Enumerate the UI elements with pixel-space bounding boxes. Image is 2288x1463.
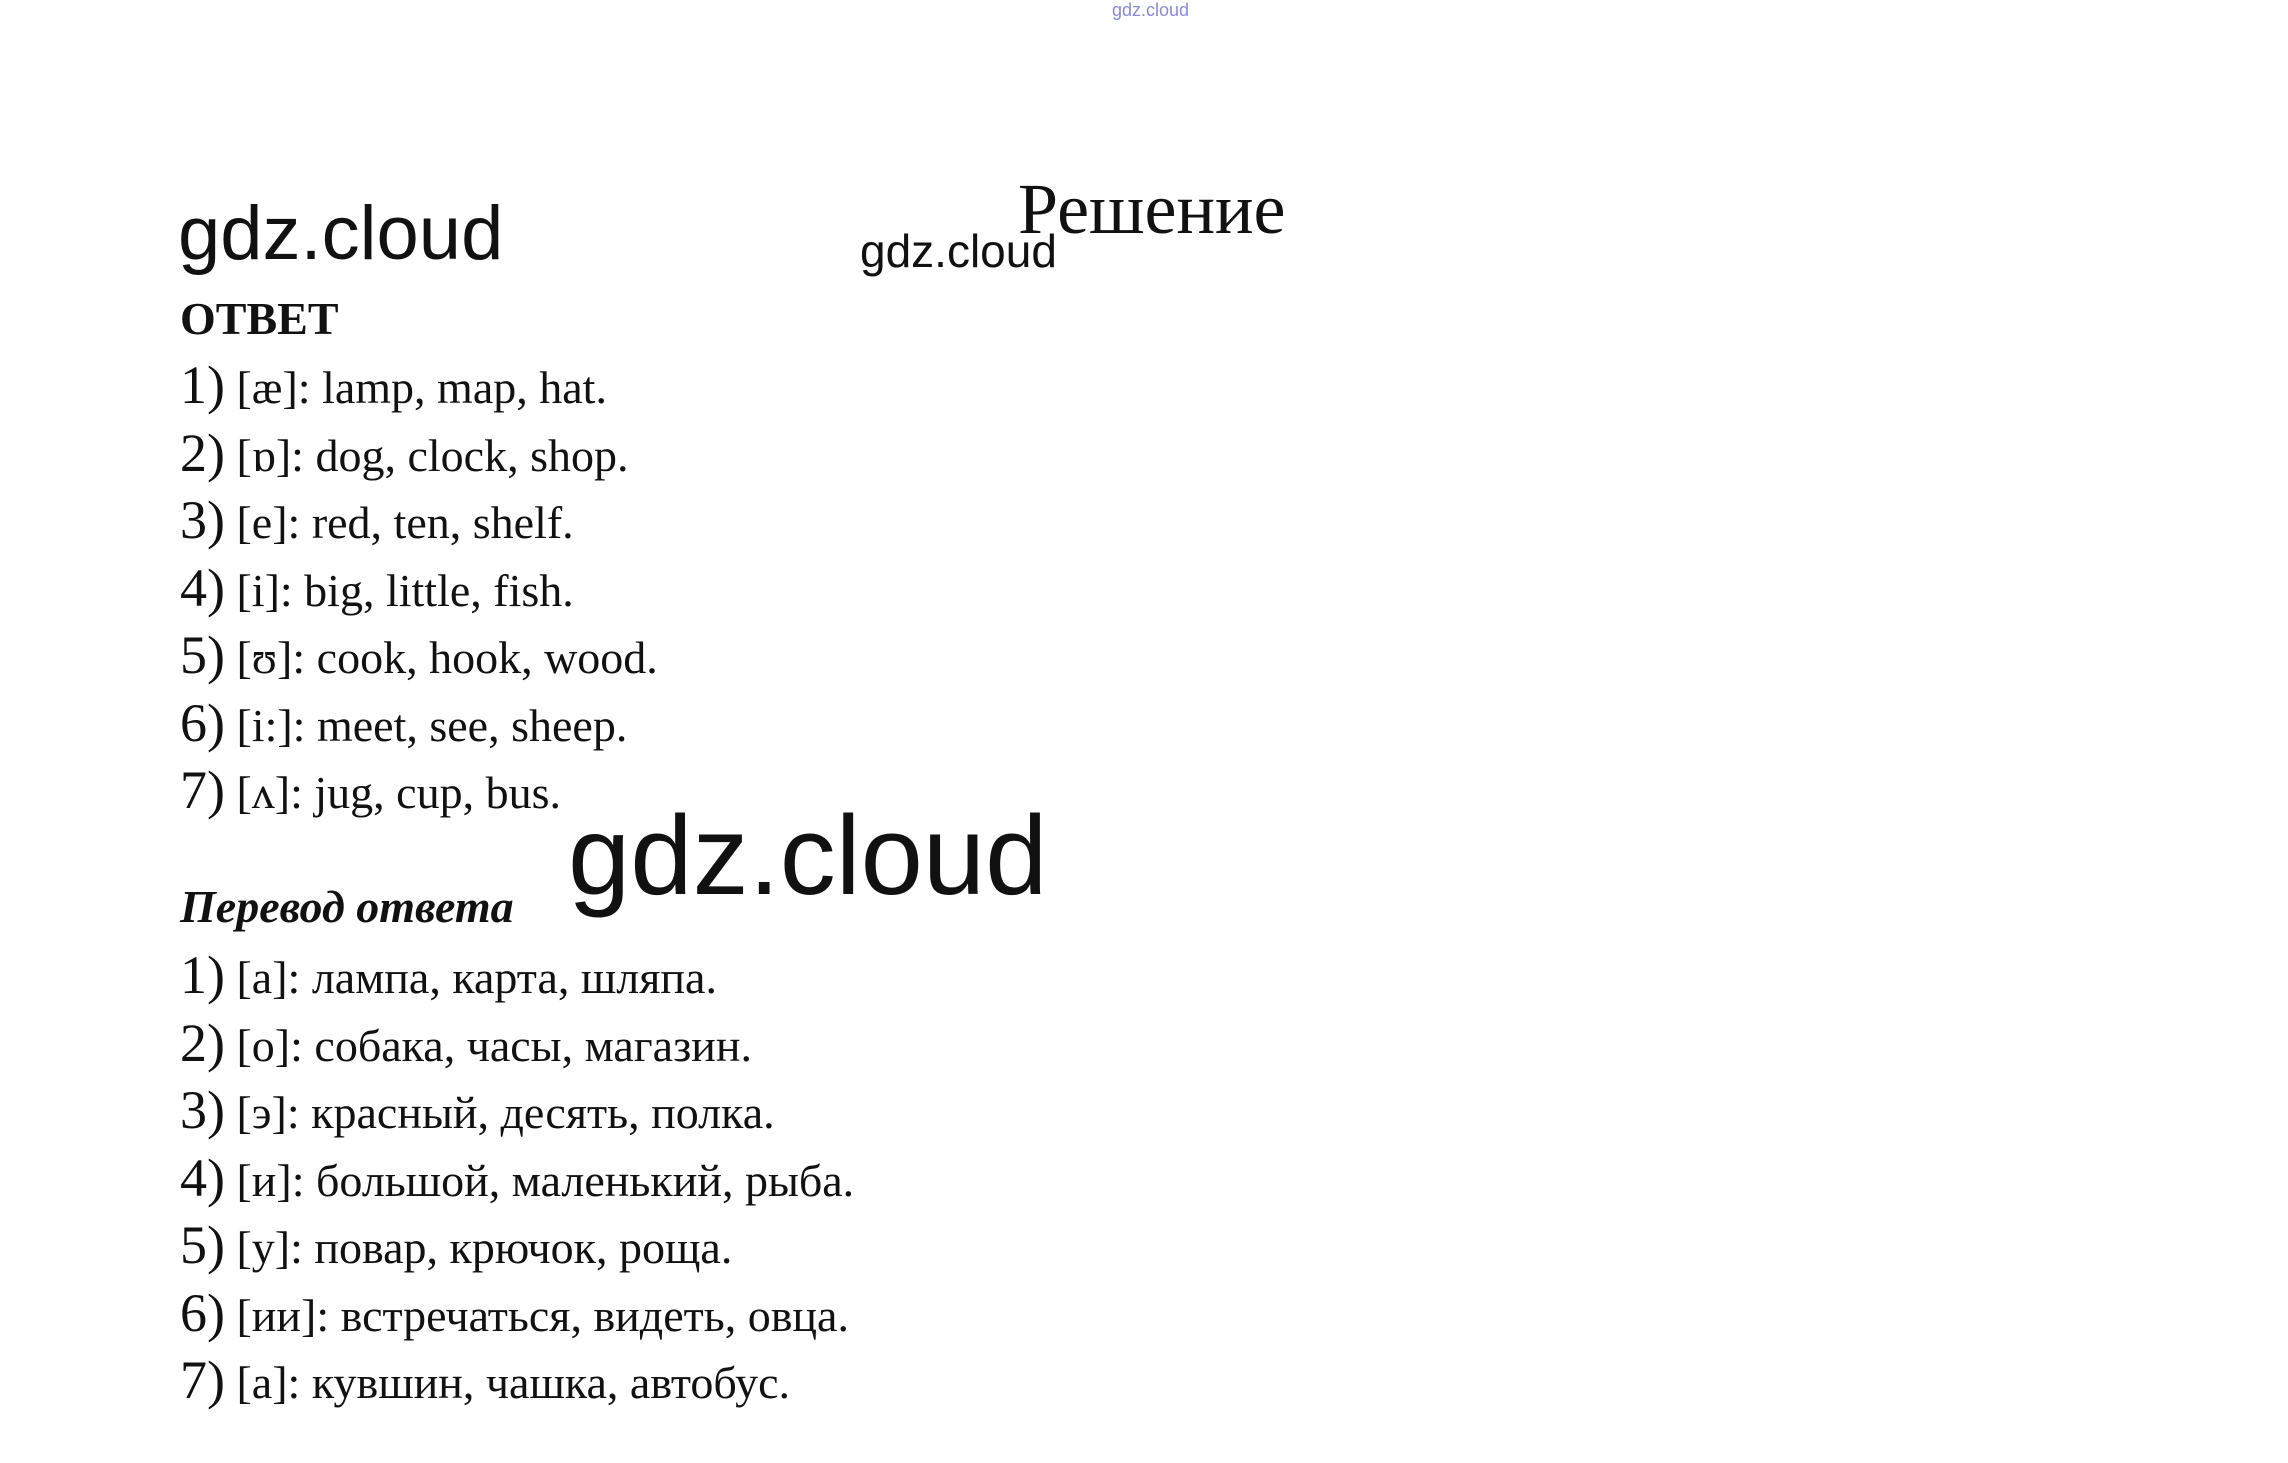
list-item xyxy=(180,622,658,690)
item-text: [а]: кувшин, чашка, автобус. xyxy=(224,1357,790,1408)
item-text: [æ]: lamp, map, hat. xyxy=(224,362,607,413)
watermark-big: gdz.cloud xyxy=(568,793,1048,918)
item-number: 6) xyxy=(180,1282,225,1343)
list-item xyxy=(180,690,658,758)
page-title: Решение xyxy=(1018,169,1286,249)
item-text: [ɒ]: dog, clock, shop. xyxy=(224,429,629,481)
item-text: [ʊ]: cook, hook, wood. xyxy=(224,632,658,683)
item-number: 1) xyxy=(180,945,225,1005)
item-text: [ии]: встречаться, видеть, овца. xyxy=(224,1289,849,1341)
item-number: 5) xyxy=(180,1215,225,1275)
list-item xyxy=(180,352,658,420)
item-number: 3) xyxy=(180,490,225,550)
item-number: 6) xyxy=(180,692,225,753)
item-number: 3) xyxy=(180,1080,225,1140)
item-text: [ʌ]: jug, cup, bus. xyxy=(224,767,561,818)
list-item xyxy=(180,1347,854,1415)
list-item xyxy=(180,1010,854,1078)
list-item xyxy=(180,555,658,623)
watermark-center: gdz.cloud xyxy=(860,225,1057,277)
item-text: [о]: собака, часы, магазин. xyxy=(224,1019,752,1071)
item-number: 1) xyxy=(180,355,225,415)
list-item xyxy=(180,1145,854,1213)
list-item xyxy=(180,420,658,488)
list-item xyxy=(180,1212,854,1280)
item-number: 7) xyxy=(180,760,225,820)
item-number: 2) xyxy=(180,422,225,483)
item-number: 5) xyxy=(180,625,225,685)
item-text: [у]: повар, крючок, роща. xyxy=(224,1222,733,1273)
translation-heading: Перевод ответа xyxy=(180,881,514,932)
list-item xyxy=(180,942,854,1010)
list-item xyxy=(180,1077,854,1145)
translation-list xyxy=(180,942,854,1415)
item-text: [i]: big, little, fish. xyxy=(224,564,574,616)
item-text: [а]: лампа, карта, шляпа. xyxy=(224,952,717,1003)
item-text: [и]: большой, маленький, рыба. xyxy=(224,1154,855,1206)
item-text: [e]: red, ten, shelf. xyxy=(224,497,574,548)
watermark-top: gdz.cloud xyxy=(1112,0,1190,20)
item-number: 7) xyxy=(180,1350,225,1410)
item-number: 2) xyxy=(180,1012,225,1073)
item-text: [э]: красный, десять, полка. xyxy=(224,1087,775,1138)
answer-heading: ОТВЕТ xyxy=(180,293,339,344)
item-number: 4) xyxy=(180,1147,225,1208)
list-item xyxy=(180,1280,854,1348)
list-item xyxy=(180,487,658,555)
watermark-left: gdz.cloud xyxy=(178,191,504,276)
item-text: [i:]: meet, see, sheep. xyxy=(224,699,628,751)
item-number: 4) xyxy=(180,557,225,618)
answer-list xyxy=(180,352,658,825)
